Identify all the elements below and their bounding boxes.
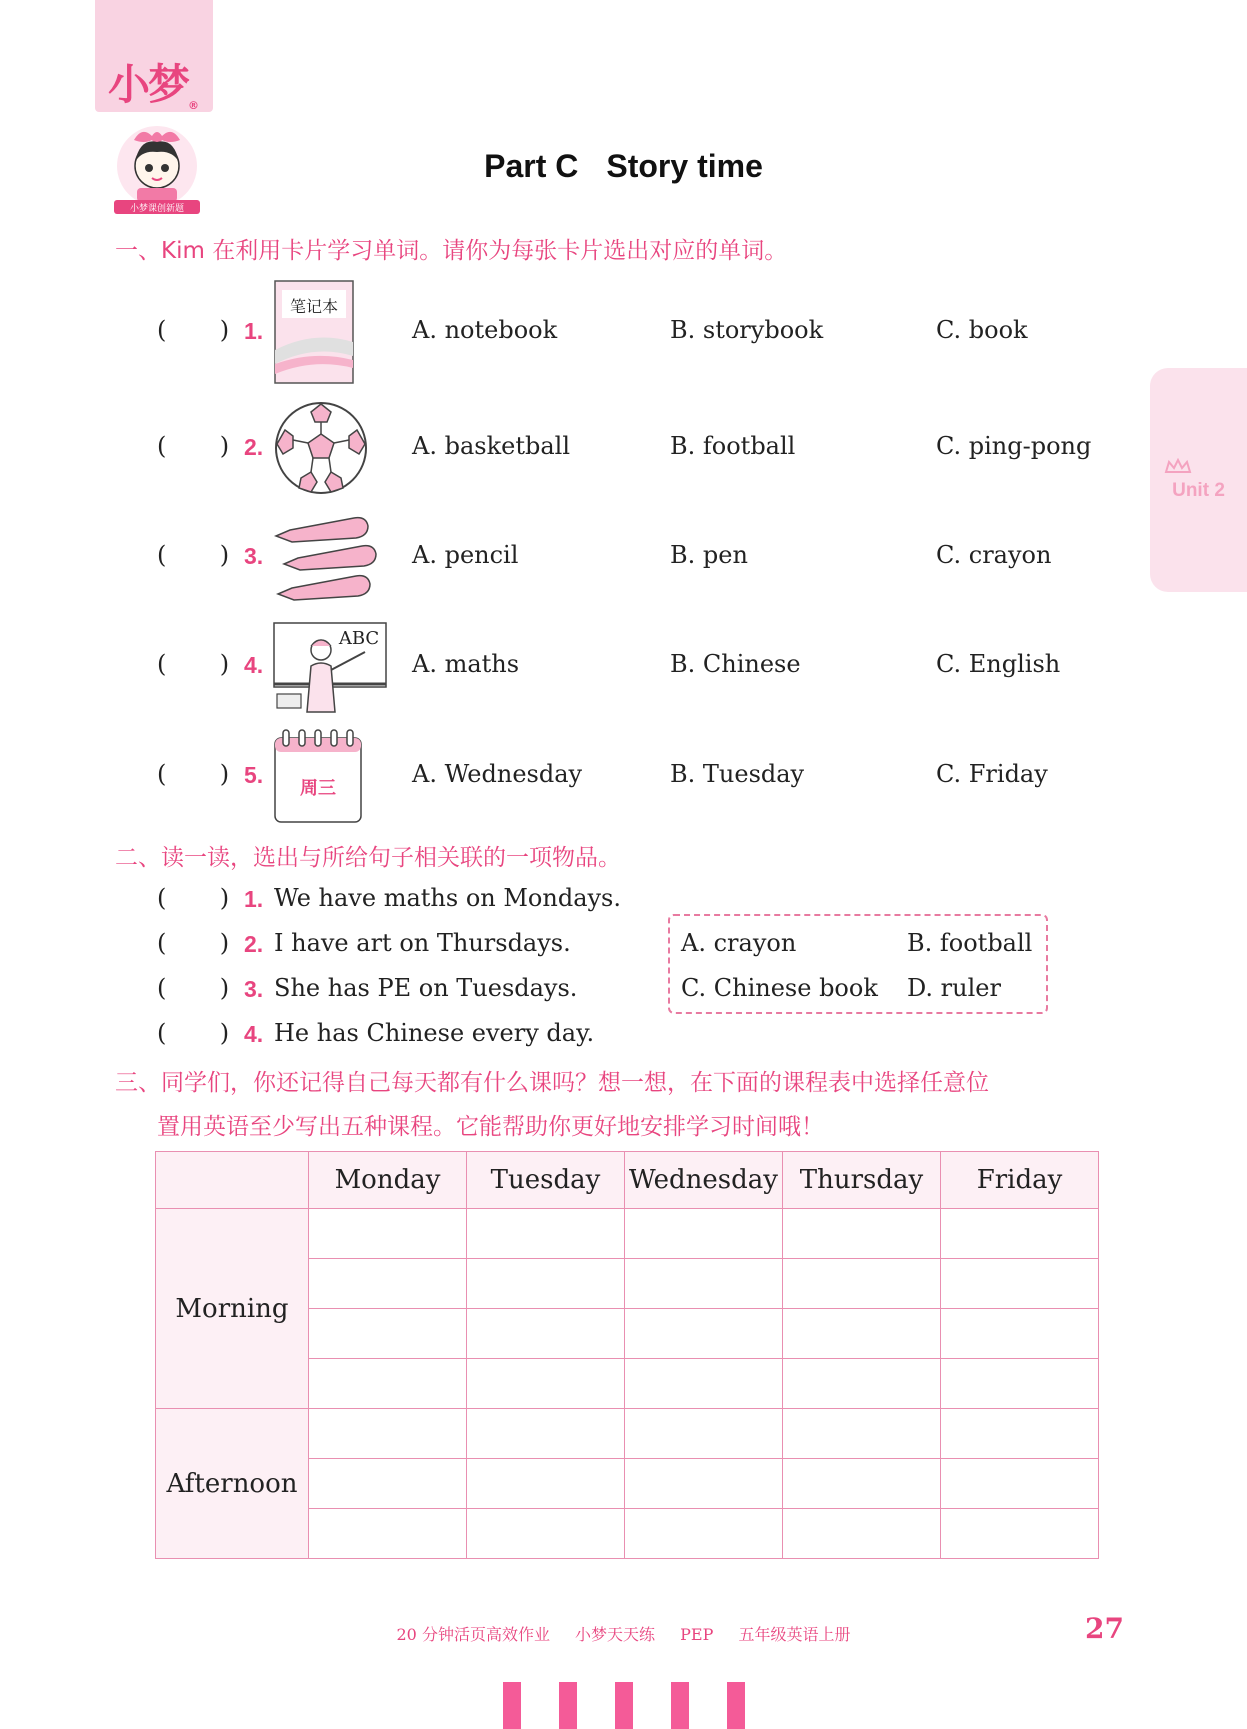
unit-label: Unit 2 xyxy=(1172,480,1225,501)
timetable-cell[interactable] xyxy=(941,1409,1099,1459)
option-b[interactable]: B. storybook xyxy=(670,316,824,344)
timetable-cell[interactable] xyxy=(467,1309,625,1359)
timetable-cell[interactable] xyxy=(941,1259,1099,1309)
timetable-cell[interactable] xyxy=(625,1509,783,1559)
mascot-badge-text: 小梦课创新题 xyxy=(129,204,185,214)
page-title: Part C Story time xyxy=(484,148,763,184)
timetable-cell[interactable] xyxy=(467,1409,625,1459)
word-option[interactable]: D. ruler xyxy=(907,974,1001,1002)
period-label-afternoon: Afternoon xyxy=(156,1409,309,1559)
page-number: 27 xyxy=(1085,1612,1124,1645)
option-b[interactable]: B. football xyxy=(670,432,796,460)
section3-title-cont: 置用英语至少写出五种课程。它能帮助你更好地安排学习时间哦！ xyxy=(157,1114,824,1140)
timetable-cell[interactable] xyxy=(625,1359,783,1409)
card-text: 周三 xyxy=(300,778,336,799)
question-number: 5. xyxy=(244,762,264,788)
question-number: 2. xyxy=(244,434,264,460)
question-number: 2. xyxy=(244,931,264,957)
edge-marker xyxy=(727,1682,745,1729)
timetable-cell[interactable] xyxy=(941,1359,1099,1409)
timetable-cell[interactable] xyxy=(783,1209,941,1259)
timetable-cell[interactable] xyxy=(309,1409,467,1459)
timetable-cell[interactable] xyxy=(625,1459,783,1509)
question-number: 4. xyxy=(244,652,264,678)
section1-title: 一、Kim 在利用卡片学习单词。请你为每张卡片选出对应的单词。 xyxy=(115,238,788,264)
answer-blank-2[interactable]: ( ) xyxy=(157,432,230,460)
timetable-cell[interactable] xyxy=(309,1509,467,1559)
timetable-cell[interactable] xyxy=(467,1509,625,1559)
footer-brand: 小梦天天练 xyxy=(575,1625,656,1644)
option-b[interactable]: B. Chinese xyxy=(670,650,801,678)
timetable-cell[interactable] xyxy=(467,1259,625,1309)
timetable-cell[interactable] xyxy=(467,1459,625,1509)
timetable-cell[interactable] xyxy=(783,1259,941,1309)
question-number: 3. xyxy=(244,976,264,1002)
timetable-cell[interactable] xyxy=(783,1309,941,1359)
question-number: 4. xyxy=(244,1021,264,1047)
section3-title: 三、同学们，你还记得自己每天都有什么课吗？想一想，在下面的课程表中选择任意位 xyxy=(115,1070,989,1096)
timetable-cell[interactable] xyxy=(783,1409,941,1459)
answer-blank-s2-4[interactable]: ( ) xyxy=(157,1019,230,1047)
timetable-cell[interactable] xyxy=(309,1259,467,1309)
day-header: Tuesday xyxy=(467,1152,625,1209)
section2-title: 二、读一读，选出与所给句子相关联的一项物品。 xyxy=(115,845,621,871)
question-number: 1. xyxy=(244,886,264,912)
option-a[interactable]: A. pencil xyxy=(412,541,519,569)
sentence: He has Chinese every day. xyxy=(274,1019,595,1047)
timetable-cell[interactable] xyxy=(309,1209,467,1259)
word-option[interactable]: B. football xyxy=(907,929,1033,957)
option-a[interactable]: A. maths xyxy=(412,650,520,678)
option-b[interactable]: B. Tuesday xyxy=(670,760,805,788)
notebook-card-icon xyxy=(274,280,354,384)
footer-edition: PEP xyxy=(680,1625,714,1644)
option-c[interactable]: C. Friday xyxy=(936,760,1048,788)
answer-blank-5[interactable]: ( ) xyxy=(157,760,230,788)
word-option[interactable]: C. Chinese book xyxy=(681,974,878,1002)
timetable-cell[interactable] xyxy=(309,1359,467,1409)
crown-icon xyxy=(1163,458,1193,476)
football-icon xyxy=(273,400,369,496)
option-a[interactable]: A. basketball xyxy=(412,432,570,460)
answer-blank-s2-2[interactable]: ( ) xyxy=(157,929,230,957)
answer-blank-4[interactable]: ( ) xyxy=(157,650,230,678)
timetable-cell[interactable] xyxy=(783,1509,941,1559)
timetable-cell[interactable] xyxy=(625,1309,783,1359)
card-text: ABC xyxy=(338,628,380,649)
edge-marker xyxy=(615,1682,633,1729)
timetable-cell[interactable] xyxy=(625,1409,783,1459)
option-c[interactable]: C. book xyxy=(936,316,1028,344)
edge-marker xyxy=(559,1682,577,1729)
answer-blank-s2-1[interactable]: ( ) xyxy=(157,884,230,912)
day-header: Wednesday xyxy=(625,1152,783,1209)
timetable-corner xyxy=(156,1152,309,1209)
option-c[interactable]: C. English xyxy=(936,650,1061,678)
timetable xyxy=(155,1151,1099,1559)
teacher-blackboard-icon xyxy=(273,622,387,714)
timetable-cell[interactable] xyxy=(309,1459,467,1509)
sentence: I have art on Thursdays. xyxy=(274,929,571,957)
calendar-icon xyxy=(273,728,363,824)
answer-blank-1[interactable]: ( ) xyxy=(157,316,230,344)
day-header: Friday xyxy=(941,1152,1099,1209)
timetable-cell[interactable] xyxy=(467,1359,625,1409)
timetable-cell[interactable] xyxy=(941,1209,1099,1259)
question-number: 1. xyxy=(244,318,264,344)
timetable-cell[interactable] xyxy=(467,1209,625,1259)
brand-logo: 小梦® xyxy=(108,60,198,112)
question-number: 3. xyxy=(244,543,264,569)
timetable-cell[interactable] xyxy=(625,1209,783,1259)
edge-marker xyxy=(671,1682,689,1729)
option-c[interactable]: C. crayon xyxy=(936,541,1052,569)
timetable-cell[interactable] xyxy=(941,1459,1099,1509)
edge-marker xyxy=(503,1682,521,1729)
option-a[interactable]: A. Wednesday xyxy=(412,760,583,788)
timetable-cell[interactable] xyxy=(941,1309,1099,1359)
footer-series: 20 分钟活页高效作业 xyxy=(396,1625,550,1644)
timetable-cell[interactable] xyxy=(625,1259,783,1309)
sentence: We have maths on Mondays. xyxy=(274,884,622,912)
answer-blank-s2-3[interactable]: ( ) xyxy=(157,974,230,1002)
option-b[interactable]: B. pen xyxy=(670,541,748,569)
day-header: Thursday xyxy=(783,1152,941,1209)
timetable-cell[interactable] xyxy=(783,1359,941,1409)
word-option[interactable]: A. crayon xyxy=(681,929,797,957)
timetable-cell[interactable] xyxy=(783,1459,941,1509)
day-header: Monday xyxy=(309,1152,467,1209)
option-c[interactable]: C. ping-pong xyxy=(936,432,1092,460)
answer-blank-3[interactable]: ( ) xyxy=(157,541,230,569)
timetable-cell[interactable] xyxy=(941,1509,1099,1559)
sentence: She has PE on Tuesdays. xyxy=(274,974,578,1002)
card-text: 笔记本 xyxy=(289,297,339,316)
footer-grade: 五年级英语上册 xyxy=(738,1625,851,1644)
timetable-cell[interactable] xyxy=(309,1309,467,1359)
footer xyxy=(0,1622,1247,1645)
crayons-icon xyxy=(272,508,384,604)
period-label-morning: Morning xyxy=(156,1209,309,1409)
option-a[interactable]: A. notebook xyxy=(412,316,558,344)
